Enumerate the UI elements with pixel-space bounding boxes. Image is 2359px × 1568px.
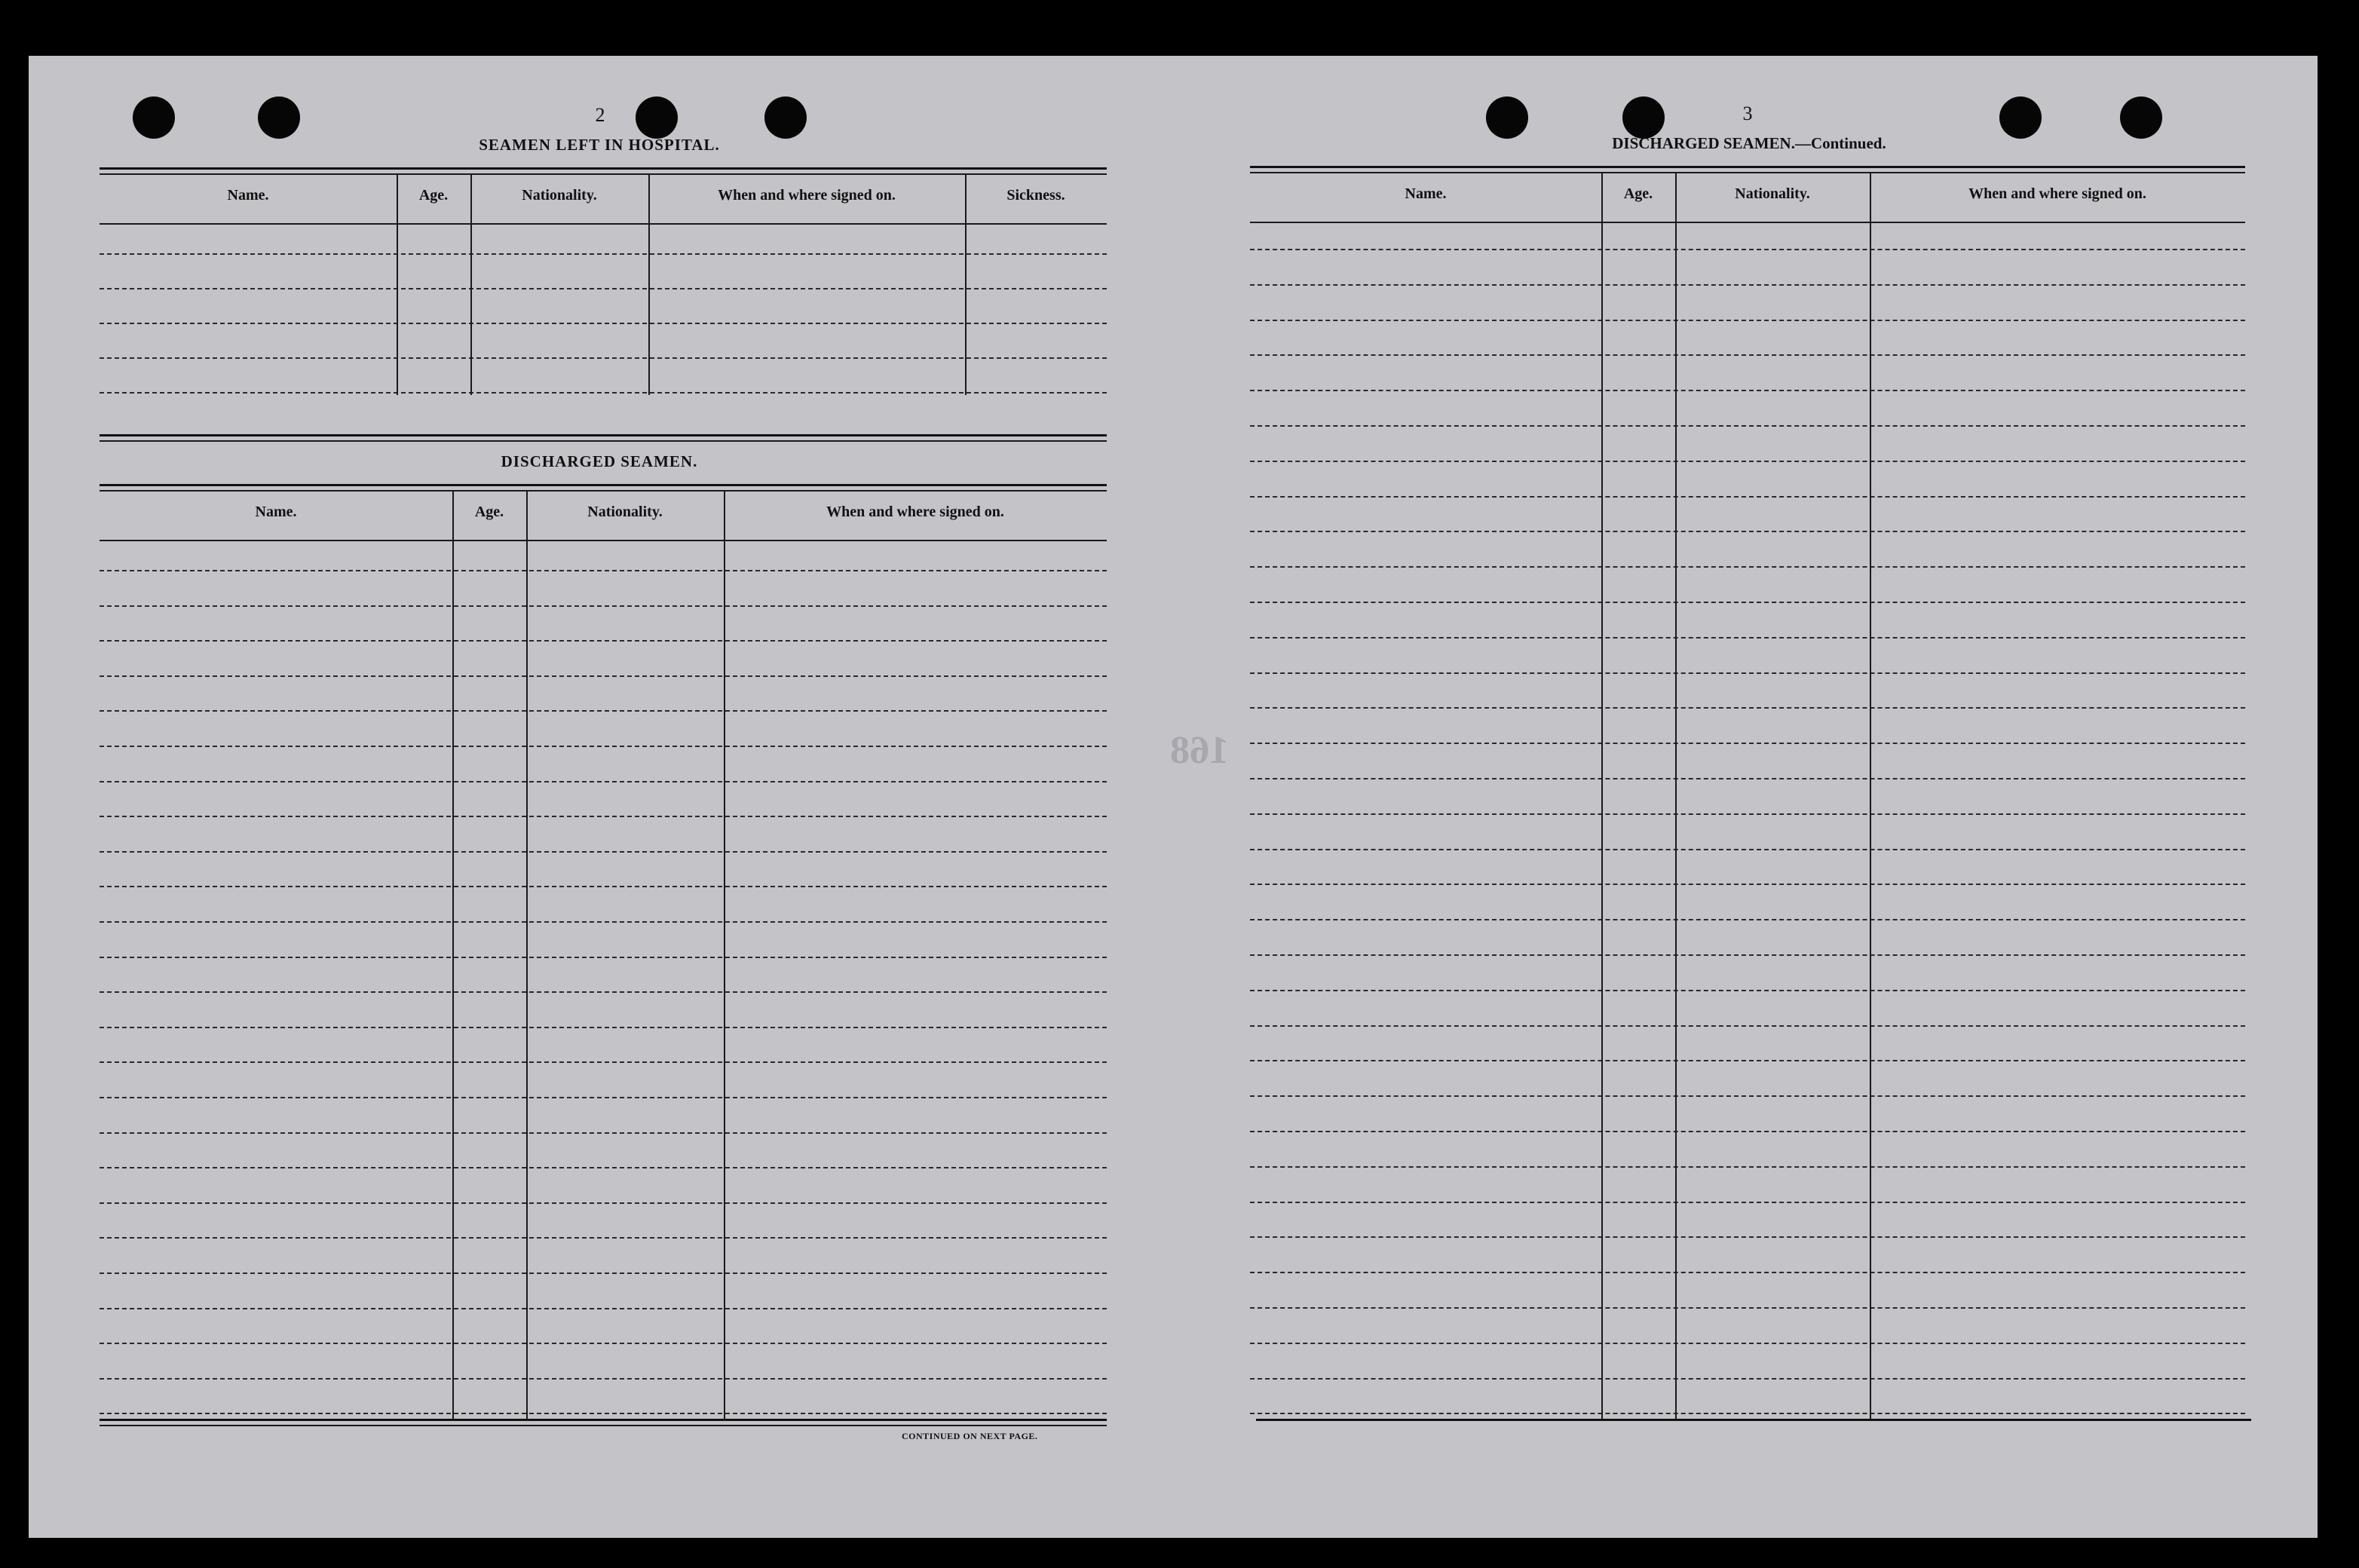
entry-row-line	[100, 816, 1107, 817]
entry-row-line	[1250, 1060, 2245, 1061]
entry-row-line	[1250, 320, 2245, 321]
discharged-col-divider	[724, 492, 725, 1420]
entry-row-line	[100, 1308, 1107, 1309]
entry-row-line	[100, 921, 1107, 923]
entry-row-line	[100, 357, 1107, 359]
discharged-section-title: DISCHARGED SEAMEN.	[501, 452, 698, 470]
right-col-age: Age.	[1623, 185, 1653, 202]
punch-hole	[1622, 96, 1665, 139]
entry-row-line	[100, 675, 1107, 677]
hospital-col-signed-on: When and where signed on.	[718, 187, 896, 204]
entry-row-line	[100, 288, 1107, 289]
discharged-col-name: Name.	[255, 504, 297, 520]
right-col-divider	[1675, 173, 1677, 1419]
entry-row-line	[1250, 672, 2245, 674]
entry-row-line	[100, 851, 1107, 853]
discharged-col-nationality: Nationality.	[587, 504, 663, 520]
discharged-table-top-rule-2	[100, 490, 1107, 492]
entry-row-line	[1250, 390, 2245, 391]
hospital-section-title: SEAMEN LEFT IN HOSPITAL.	[479, 136, 720, 154]
hospital-col-nationality: Nationality.	[522, 187, 597, 204]
hospital-col-divider	[470, 175, 472, 395]
right-table-top-rule-2	[1250, 172, 2245, 173]
hospital-col-divider	[965, 175, 967, 395]
entry-row-line	[100, 323, 1107, 324]
punch-hole	[1486, 96, 1528, 139]
punch-hole	[636, 96, 678, 139]
hospital-header-rule	[100, 223, 1107, 225]
entry-row-line	[1250, 849, 2245, 850]
entry-row-line	[100, 1027, 1107, 1028]
entry-row-line	[1250, 566, 2245, 568]
hospital-table-bottom-rule-2	[100, 440, 1107, 442]
entry-row-line	[1250, 1343, 2245, 1344]
entry-row-line	[1250, 778, 2245, 779]
page-number-right: 3	[1742, 103, 1753, 124]
entry-row-line	[1250, 354, 2245, 356]
entry-row-line	[1250, 1378, 2245, 1380]
right-table-top-rule	[1250, 166, 2245, 168]
entry-row-line	[100, 991, 1107, 993]
discharged-col-divider	[526, 492, 528, 1420]
entry-row-line	[1250, 990, 2245, 991]
entry-row-line	[100, 781, 1107, 782]
entry-row-line	[1250, 425, 2245, 427]
discharged-table-bottom-rule	[100, 1419, 1107, 1421]
discharged-table-bottom-rule-2	[100, 1425, 1107, 1426]
entry-row-line	[100, 253, 1107, 255]
punch-hole	[764, 96, 807, 139]
entry-row-line	[1250, 919, 2245, 920]
entry-row-line	[100, 886, 1107, 887]
entry-row-line	[100, 1378, 1107, 1380]
entry-row-line	[100, 605, 1107, 607]
entry-row-line	[100, 1061, 1107, 1063]
hospital-table-top-rule-2	[100, 173, 1107, 175]
hospital-col-divider	[397, 175, 398, 395]
entry-row-line	[1250, 1236, 2245, 1238]
entry-row-line	[1250, 743, 2245, 744]
bleed-through-number: 168	[1170, 729, 1229, 772]
entry-row-line	[1250, 707, 2245, 709]
entry-row-line	[1250, 1166, 2245, 1168]
entry-row-line	[1250, 249, 2245, 250]
entry-row-line	[1250, 1272, 2245, 1273]
entry-row-line	[100, 1237, 1107, 1239]
punch-hole	[1999, 96, 2042, 139]
entry-row-line	[1250, 496, 2245, 498]
right-header-rule	[1250, 222, 2245, 223]
hospital-col-name: Name.	[227, 187, 269, 204]
discharged-table-top-rule	[100, 484, 1107, 486]
entry-row-line	[1250, 1202, 2245, 1203]
hospital-table-top-rule	[100, 167, 1107, 170]
entry-row-line	[100, 640, 1107, 642]
punch-hole	[258, 96, 300, 139]
entry-row-line	[1250, 1413, 2245, 1414]
entry-row-line	[1250, 1131, 2245, 1132]
entry-row-line	[1250, 531, 2245, 532]
hospital-col-divider	[648, 175, 650, 395]
entry-row-line	[100, 1097, 1107, 1098]
entry-row-line	[100, 1343, 1107, 1344]
entry-row-line	[100, 570, 1107, 571]
page-number-left: 2	[595, 104, 605, 126]
entry-row-line	[1250, 1307, 2245, 1309]
entry-row-line	[100, 1202, 1107, 1204]
entry-row-line	[100, 1272, 1107, 1274]
form-sheet	[29, 56, 2318, 1538]
entry-row-line	[100, 1413, 1107, 1414]
entry-row-line	[100, 392, 1107, 394]
discharged-continued-title: DISCHARGED SEAMEN.—Continued.	[1612, 134, 1886, 152]
right-col-name: Name.	[1405, 185, 1447, 202]
entry-row-line	[100, 710, 1107, 712]
entry-row-line	[100, 1132, 1107, 1134]
continued-footer: CONTINUED ON NEXT PAGE.	[902, 1431, 1038, 1441]
entry-row-line	[1250, 1025, 2245, 1027]
entry-row-line	[1250, 884, 2245, 885]
entry-row-line	[1250, 602, 2245, 603]
punch-hole	[2120, 96, 2162, 139]
punch-hole	[133, 96, 175, 139]
entry-row-line	[1250, 1095, 2245, 1097]
entry-row-line	[1250, 813, 2245, 815]
entry-row-line	[1250, 461, 2245, 462]
hospital-col-sickness: Sickness.	[1006, 187, 1065, 204]
entry-row-line	[100, 1167, 1107, 1168]
entry-row-line	[1250, 954, 2245, 956]
discharged-col-signed-on: When and where signed on.	[826, 504, 1004, 520]
discharged-col-divider	[452, 492, 454, 1420]
right-col-signed-on: When and where signed on.	[1968, 185, 2146, 202]
entry-row-line	[1250, 637, 2245, 639]
discharged-header-rule	[100, 540, 1107, 541]
hospital-col-age: Age.	[418, 187, 449, 204]
hospital-table-bottom-rule	[100, 434, 1107, 436]
right-col-divider	[1870, 173, 1871, 1419]
entry-row-line	[100, 957, 1107, 958]
right-table-bottom-rule	[1256, 1419, 2251, 1421]
right-col-nationality: Nationality.	[1735, 185, 1810, 202]
entry-row-line	[100, 746, 1107, 747]
entry-row-line	[1250, 284, 2245, 286]
right-col-divider	[1601, 173, 1603, 1419]
discharged-col-age: Age.	[474, 504, 504, 520]
